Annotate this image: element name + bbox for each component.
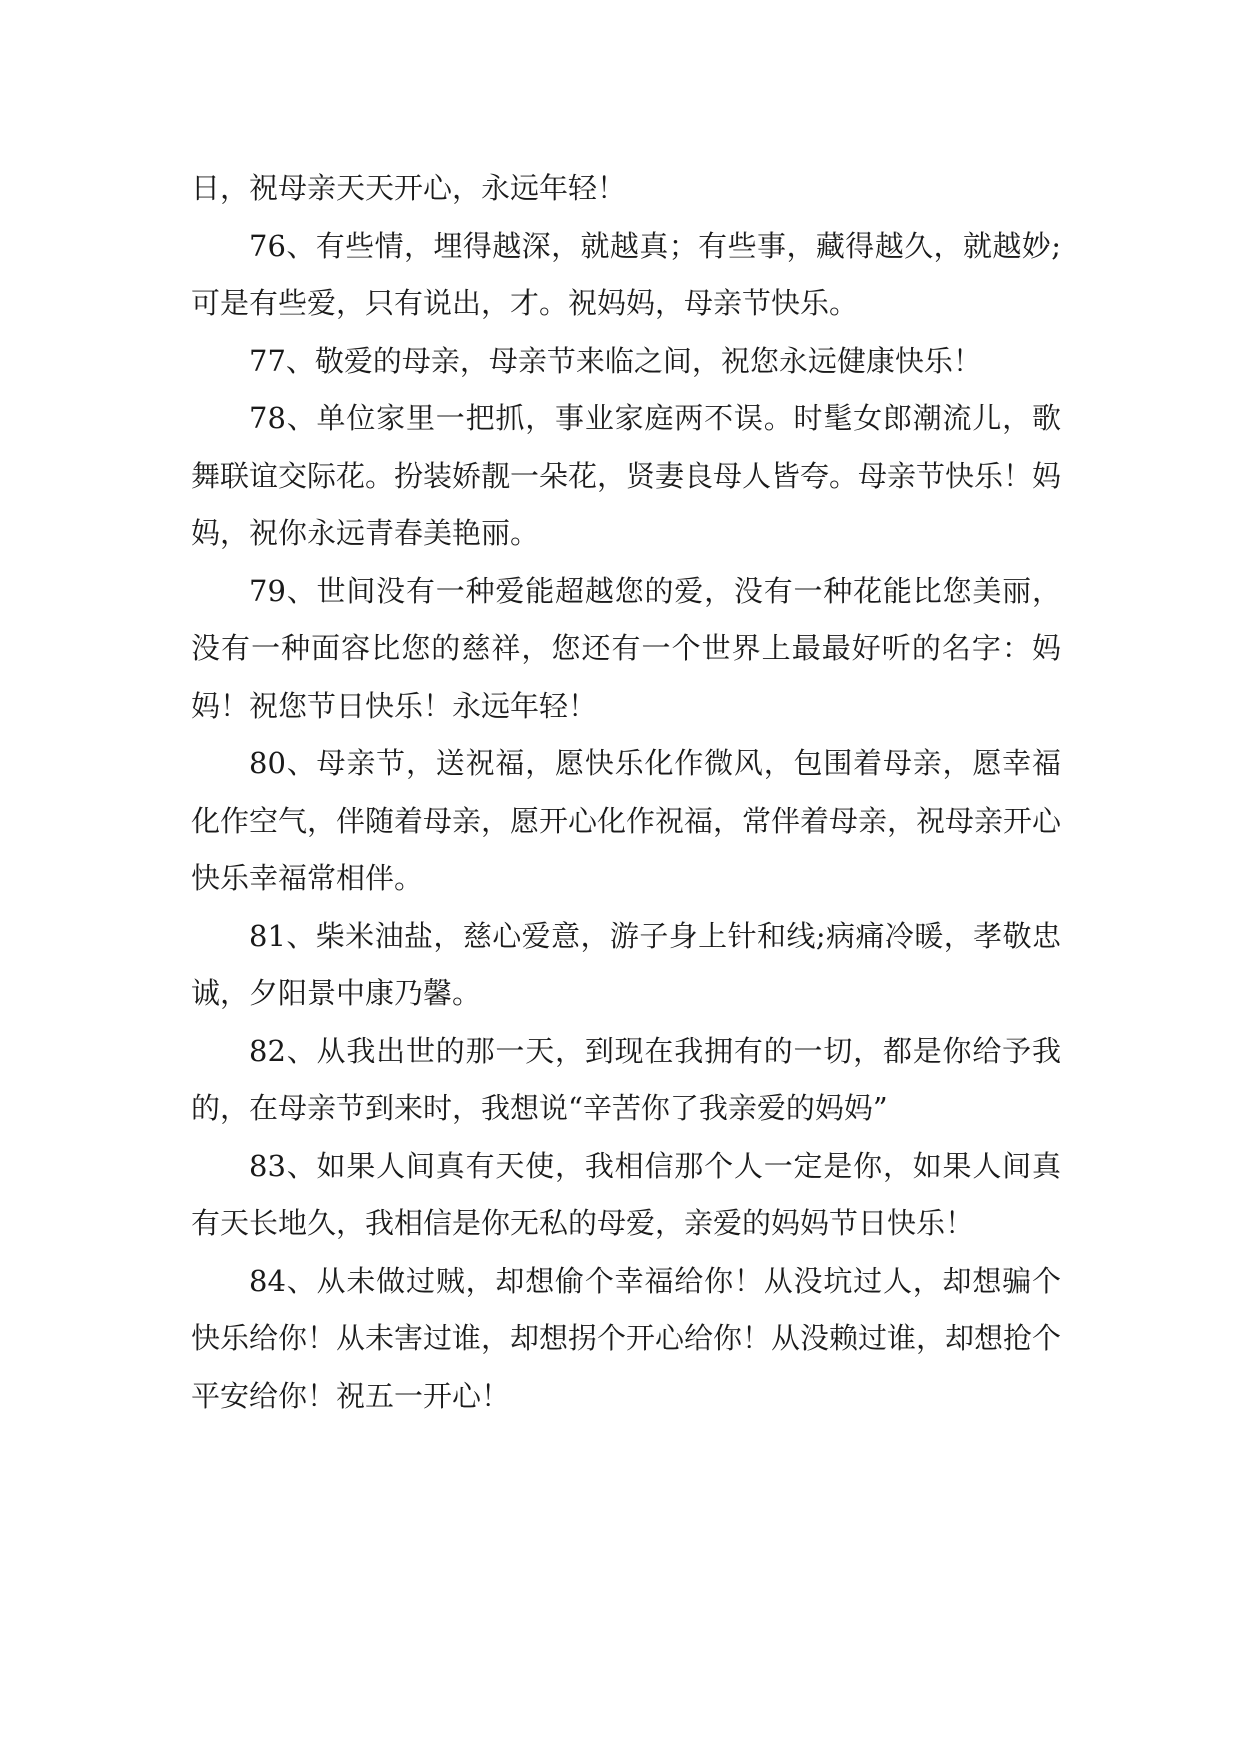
- paragraph-84: 84、从未做过贼，却想偷个幸福给你！从没坑过人，却想骗个快乐给你！从未害过谁，却想拐个开心给你！从没赖过谁，却想抢个平安给你！祝五一开心！: [191, 1263, 1062, 1413]
- paragraph-79: 79、世间没有一种爱能超越您的爱，没有一种花能比您美丽，没有一种面容比您的慈祥，您还有一个世界上最最好听的名字：妈妈！祝您节日快乐！永远年轻！: [191, 573, 1061, 723]
- paragraph-82: 82、从我出世的那一天，到现在我拥有的一切，都是你给予我的，在母亲节到来时，我想说“辛苦你了我亲爱的妈妈”: [191, 1033, 1061, 1125]
- paragraph-76: 76、有些情，埋得越深，就越真；有些事，藏得越久，就越妙;可是有些爱，只有说出，才。祝妈妈，母亲节快乐。: [191, 228, 1061, 320]
- paragraph-81: 81、柴米油盐，慈心爱意，游子身上针和线;病痛冷暖，孝敬忠诚，夕阳景中康乃馨。: [191, 918, 1061, 1010]
- paragraph-83: 83、如果人间真有天使，我相信那个人一定是你，如果人间真有天长地久，我相信是你无私的母爱，亲爱的妈妈节日快乐！: [191, 1148, 1061, 1240]
- paragraph-80: 80、母亲节，送祝福，愿快乐化作微风，包围着母亲，愿幸福化作空气，伴随着母亲，愿开心化作祝福，常伴着母亲，祝母亲开心快乐幸福常相伴。: [191, 746, 1062, 895]
- paragraph-continuation: 日，祝母亲天天开心，永远年轻！: [191, 171, 627, 205]
- document-body: [191, 160, 1061, 1425]
- paragraph-78: 78、单位家里一把抓，事业家庭两不误。时髦女郎潮流儿，歌舞联谊交际花。扮装娇靓一朵花，贤妻良母人皆夸。母亲节快乐！妈妈，祝你永远青春美艳丽。: [191, 401, 1062, 550]
- paragraph-77: 77、敬爱的母亲，母亲节来临之间，祝您永远健康快乐！: [249, 343, 982, 378]
